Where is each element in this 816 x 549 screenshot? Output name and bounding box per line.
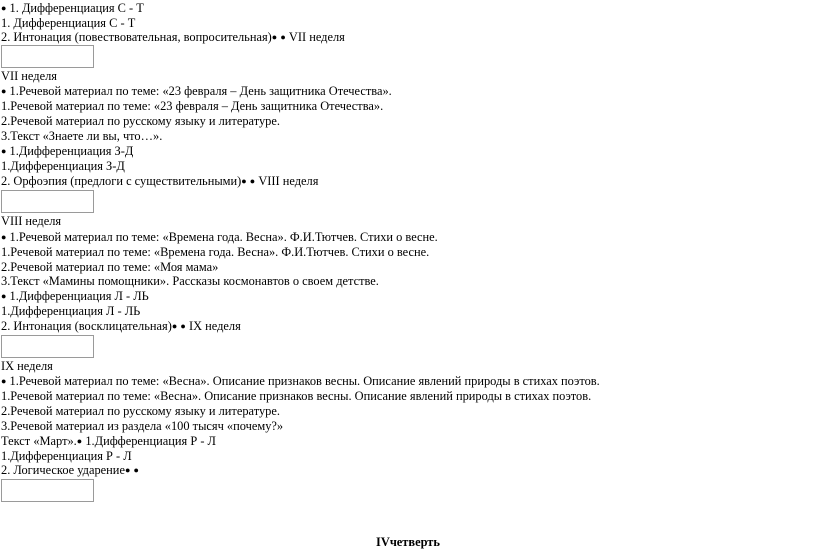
text-line <box>1 114 280 129</box>
text-line <box>1 16 135 31</box>
quarter-heading: IVчетверть <box>376 535 440 549</box>
bullet-icon: ● <box>271 32 278 42</box>
line-text: 1. Дифференциация С - Т <box>9 1 144 15</box>
bullet-icon: ● <box>1 3 7 13</box>
text-line <box>1 304 140 319</box>
text-line <box>1 274 379 289</box>
line-text: 2.Речевой материал по русскому языку и литературе. <box>1 114 280 128</box>
line-tail: VIII неделя <box>258 174 319 188</box>
text-line <box>1 84 392 99</box>
week-heading <box>1 359 53 374</box>
bullet-icon: ● <box>76 436 83 446</box>
text-line <box>1 419 283 434</box>
text-line <box>1 30 345 45</box>
text-line <box>1 260 218 275</box>
bullet-icon: ● <box>171 321 178 331</box>
line-text: 2. Интонация (повествовательная, вопросительная) <box>1 30 272 44</box>
bullet-icon: ● <box>1 291 7 301</box>
text-line <box>1 99 383 114</box>
line-text: VIII неделя <box>1 214 62 228</box>
text-line <box>1 434 216 449</box>
text-line <box>1 129 162 144</box>
image-placeholder <box>1 479 94 502</box>
text-line <box>1 319 241 334</box>
bullet-icon: ● <box>1 376 7 386</box>
line-text: 1.Дифференциация Р - Л <box>1 449 132 463</box>
bullet-icon: ● <box>1 232 7 242</box>
line-tail: VII неделя <box>288 30 345 44</box>
line-text: 1.Дифференциация Л - ЛЬ <box>9 289 149 303</box>
line-text: 1.Речевой материал по теме: «23 февраля – День защитника Отечества». <box>1 99 384 113</box>
line-text: 1.Дифференциация З-Д <box>9 144 134 158</box>
line-text: 2. Орфоэпия (предлоги с существительными) <box>1 174 242 188</box>
line-text: IX неделя <box>1 359 53 373</box>
line-text: 3.Текст «Знаете ли вы, что…». <box>1 129 163 143</box>
text-line <box>1 159 125 174</box>
line-text: Текст «Март». <box>1 434 77 448</box>
week-heading <box>1 214 61 229</box>
bullet-icon: ● <box>241 176 247 186</box>
line-text: 1.Речевой материал по теме: «Весна». Описание признаков весны. Описание явлений природы в стихах поэтов. <box>1 389 592 403</box>
line-text: 2.Речевой материал по теме: «Моя мама» <box>1 260 219 274</box>
bullet-icon: ● <box>1 146 7 156</box>
bullet-icon: ● <box>180 321 186 331</box>
image-placeholder <box>1 45 94 68</box>
text-line <box>1 374 600 389</box>
line-text: 3.Текст «Мамины помощники». Рассказы космонавтов о своем детстве. <box>1 274 379 288</box>
line-text: 1.Речевой материал по теме: «23 февраля – День защитника Отечества». <box>9 84 392 98</box>
text-line <box>1 404 280 419</box>
bullet-icon: ● <box>133 465 139 475</box>
line-text: 1.Дифференциация Л - ЛЬ <box>1 304 141 318</box>
text-line <box>1 1 144 16</box>
line-text: 1. Дифференциация С - Т <box>1 16 136 30</box>
text-line <box>1 389 591 404</box>
text-line <box>1 245 429 260</box>
week-heading <box>1 69 57 84</box>
line-text: 2. Интонация (восклицательная) <box>1 319 172 333</box>
line-text: 2. Логическое ударение <box>1 463 125 477</box>
text-line <box>1 463 139 478</box>
text-line <box>1 449 132 464</box>
bullet-icon: ● <box>280 32 286 42</box>
line-text: 1.Речевой материал по теме: «Весна». Описание признаков весны. Описание явлений природы в стихах поэтов. <box>9 374 600 388</box>
text-line <box>1 174 318 189</box>
line-tail: IX неделя <box>188 319 241 333</box>
line-text: VII неделя <box>1 69 57 83</box>
text-line <box>1 289 149 304</box>
text-line <box>1 230 438 245</box>
line-text: 1.Дифференциация З-Д <box>1 159 125 173</box>
image-placeholder <box>1 190 94 213</box>
line-text: 1.Речевой материал по теме: «Времена года. Весна». Ф.И.Тютчев. Стихи о весне. <box>9 230 438 244</box>
line-text: 2.Речевой материал по русскому языку и литературе. <box>1 404 280 418</box>
bullet-icon: ● <box>249 176 256 186</box>
line-text: 1.Речевой материал по теме: «Времена года. Весна». Ф.И.Тютчев. Стихи о весне. <box>1 245 430 259</box>
line-text: 3.Речевой материал из раздела «100 тысяч «почему?» <box>1 419 284 433</box>
bullet-icon: ● <box>124 465 131 475</box>
image-placeholder <box>1 335 94 358</box>
line-tail: 1.Дифференциация Р - Л <box>85 434 216 448</box>
bullet-icon: ● <box>1 86 7 96</box>
text-line <box>1 144 133 159</box>
